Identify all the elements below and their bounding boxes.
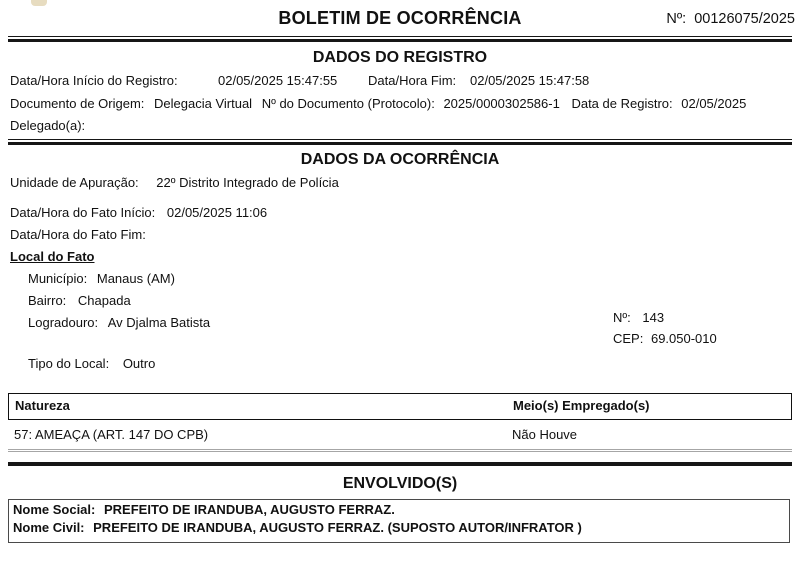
nome-social-row [13, 502, 395, 517]
logradouro-row [28, 315, 210, 330]
origem-value: Delegacia Virtual [154, 96, 253, 111]
registro-inicio-value: 02/05/2025 15:47:55 [218, 73, 338, 88]
tipo-local-label: Tipo do Local: [28, 356, 110, 371]
data-registro-label: Data de Registro: [571, 96, 673, 111]
nome-civil-value: PREFEITO DE IRANDUBA, AUGUSTO FERRAZ. (SUPOSTO AUTOR/INFRATOR ) [93, 520, 582, 535]
registro-section-divider [8, 139, 792, 145]
fato-inicio-label: Data/Hora do Fato Início: [10, 205, 156, 220]
nome-social-label: Nome Social: [13, 502, 96, 517]
numero-row [613, 310, 664, 325]
data-registro-value: 02/05/2025 [681, 96, 747, 111]
page-title: BOLETIM DE OCORRÊNCIA [278, 8, 522, 28]
natureza-table-header [8, 393, 792, 420]
unidade-label: Unidade de Apuração: [10, 175, 139, 190]
emblem-fragment-icon [31, 0, 47, 6]
document-number [666, 11, 795, 27]
meio-empregado-cell: Não Houve [512, 427, 578, 442]
cep-label: CEP: [613, 331, 644, 346]
envolvido-box [8, 499, 790, 543]
nome-civil-label: Nome Civil: [13, 520, 85, 535]
cep-value: 69.050-010 [650, 331, 717, 346]
meio-empregado-column-header: Meio(s) Empregado(s) [513, 398, 650, 413]
bairro-label: Bairro: [28, 293, 67, 308]
tipo-local-row [28, 356, 155, 371]
registro-fim-label: Data/Hora Fim: [368, 73, 457, 88]
fato-fim-label: Data/Hora do Fato Fim: [10, 227, 146, 242]
municipio-value: Manaus (AM) [96, 271, 175, 286]
municipio-label: Município: [28, 271, 88, 286]
ocorrencia-section-divider [8, 462, 792, 466]
document-number-label: Nº: [666, 11, 687, 27]
delegado-label: Delegado(a): [10, 118, 86, 133]
natureza-table-bottom-divider [8, 449, 792, 452]
document-number-value: 00126075/2025 [694, 11, 795, 27]
tipo-local-value: Outro [122, 356, 156, 371]
fato-inicio-value: 02/05/2025 11:06 [166, 205, 268, 220]
unidade-row [10, 175, 339, 190]
numero-label: Nº: [613, 310, 631, 325]
protocolo-value: 2025/0000302586-1 [443, 96, 560, 111]
numero-value: 143 [642, 310, 665, 325]
natureza-cell: 57: AMEAÇA (ART. 147 DO CPB) [14, 427, 209, 442]
section-title-ocorrencia: DADOS DA OCORRÊNCIA [300, 151, 500, 168]
natureza-column-header: Natureza [15, 398, 70, 413]
protocolo-label: Nº do Documento (Protocolo): [261, 96, 435, 111]
nome-civil-row [13, 520, 582, 535]
registro-fim-value: 02/05/2025 15:47:58 [470, 73, 590, 88]
cep-row [613, 331, 717, 346]
logradouro-value: Av Djalma Batista [107, 315, 211, 330]
logradouro-label: Logradouro: [28, 315, 99, 330]
fato-inicio-row [10, 205, 267, 220]
bairro-row [28, 293, 131, 308]
header-divider [8, 36, 792, 42]
bairro-value: Chapada [77, 293, 131, 308]
registro-documento-row [10, 96, 746, 111]
origem-label: Documento de Origem: [10, 96, 145, 111]
nome-social-value: PREFEITO DE IRANDUBA, AUGUSTO FERRAZ. [103, 502, 395, 517]
unidade-value: 22º Distrito Integrado de Polícia [156, 175, 339, 190]
section-title-envolvidos: ENVOLVIDO(S) [342, 475, 458, 492]
registro-inicio-label: Data/Hora Início do Registro: [10, 73, 178, 88]
local-do-fato-heading: Local do Fato [10, 249, 95, 264]
section-title-registro: DADOS DO REGISTRO [312, 49, 488, 66]
municipio-row [28, 271, 175, 286]
